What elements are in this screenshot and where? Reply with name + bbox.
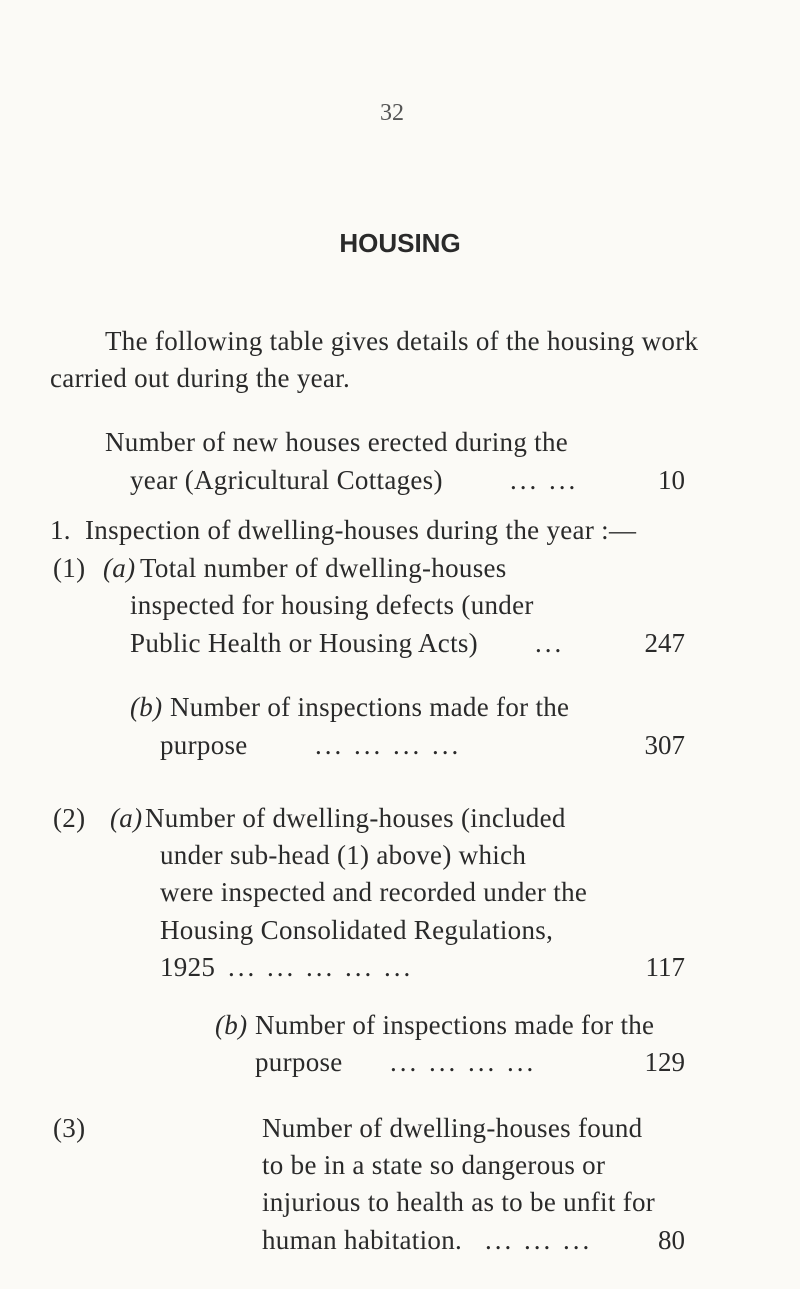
intro-line: carried out during the year.: [50, 363, 351, 393]
entry-text: injurious to health as to be unfit for: [262, 1187, 656, 1217]
entry-value: 307: [644, 730, 685, 760]
entry-text: year (Agricultural Cottages): [130, 465, 443, 495]
item-label: (1): [53, 553, 86, 583]
entry-value: 247: [644, 628, 685, 658]
entry-text: to be in a state so dangerous or: [262, 1150, 606, 1180]
entry-value: 117: [645, 952, 685, 982]
subitem-label: (b): [215, 1010, 248, 1040]
entry-text: Total number of dwelling-houses: [140, 553, 507, 583]
entry-text: inspected for housing defects (under: [130, 590, 534, 620]
section-number: 1.: [50, 515, 71, 545]
leader-dots: ... ...: [510, 465, 579, 495]
page-number: 32: [380, 100, 404, 126]
entry-text: Number of dwelling-houses found: [262, 1113, 643, 1143]
leader-dots: ... ... ... ... ...: [228, 952, 414, 982]
entry-text: human habitation.: [262, 1225, 463, 1255]
item-label: (3): [53, 1113, 86, 1143]
subitem-label: (a): [110, 803, 143, 833]
intro-line: The following table gives details of the housing work: [105, 326, 699, 356]
section-heading: Inspection of dwelling-houses during the year :—: [85, 515, 637, 545]
entry-text: 1925: [160, 952, 216, 982]
page-title: HOUSING: [339, 228, 461, 258]
entry-text: purpose: [255, 1047, 343, 1077]
entry-text: purpose: [160, 730, 248, 760]
subitem-label: (b): [130, 692, 163, 722]
leader-dots: ... ... ... ...: [315, 730, 462, 760]
subitem-label: (a): [103, 553, 136, 583]
entry-text: Number of inspections made for the: [255, 1010, 655, 1040]
entry-text: under sub-head (1) above) which: [160, 840, 527, 870]
entry-value: 10: [658, 465, 685, 495]
leader-dots: ... ... ...: [485, 1225, 593, 1255]
leader-dots: ... ... ... ...: [390, 1047, 537, 1077]
entry-text: Number of dwelling-houses (included: [145, 803, 566, 833]
entry-text: were inspected and recorded under the: [160, 877, 588, 907]
entry-text: Number of new houses erected during the: [105, 427, 569, 457]
entry-value: 80: [658, 1225, 685, 1255]
entry-text: Number of inspections made for the: [170, 692, 570, 722]
entry-text: Public Health or Housing Acts): [130, 628, 478, 658]
leader-dots: ...: [535, 628, 565, 658]
entry-value: 129: [644, 1047, 685, 1077]
item-label: (2): [53, 803, 86, 833]
entry-text: Housing Consolidated Regulations,: [160, 915, 554, 945]
